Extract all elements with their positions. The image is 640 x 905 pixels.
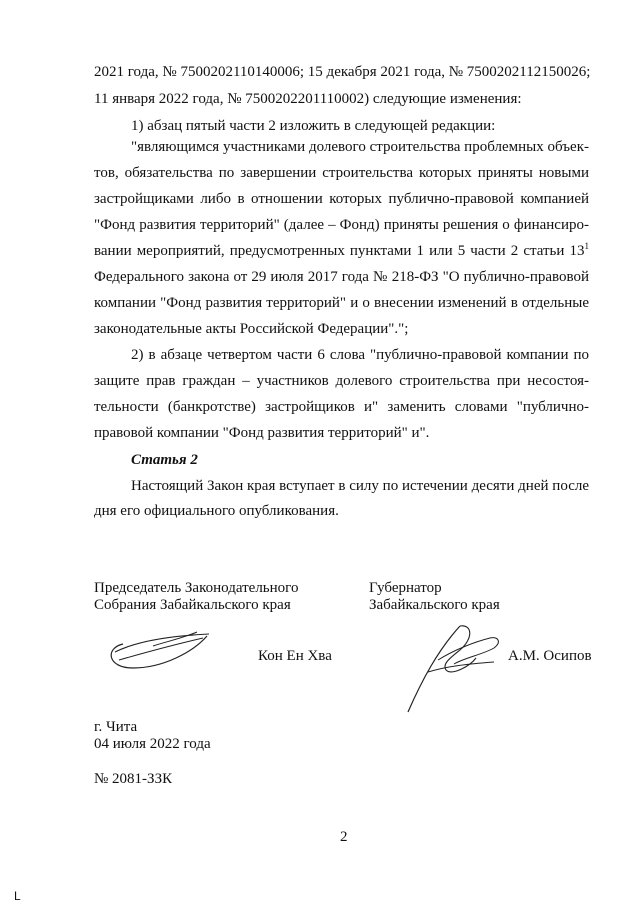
text-line: 1) абзац пятый части 2 изложить в следующей редакции:	[131, 118, 496, 134]
right-signatory-name: А.М. Осипов	[508, 648, 592, 664]
text-line: 2) в абзаце четвертом части 6 слова "публично-правовой компании по	[131, 347, 589, 363]
text-line: "являющимся участниками долевого строительства проблемных объек-	[131, 139, 589, 155]
place: г. Чита	[94, 719, 138, 735]
left-signatory-name: Кон Ен Хва	[258, 648, 332, 664]
superscript: 1	[584, 241, 589, 251]
text-line: тов, обязательства по завершении строительства которых приняты новыми	[94, 165, 589, 181]
text-line: "Фонд развития территорий" (далее – Фонд) приняты решения о финансиро-	[94, 217, 589, 233]
text-line: законодательные акты Российской Федерации".";	[94, 321, 409, 337]
text-line-body: вании мероприятий, предусмотренных пунктами 1 или 5 части 2 статьи 13	[94, 243, 585, 259]
right-signatory-title: Забайкальского края	[369, 597, 500, 613]
text-line: Федерального закона от 29 июля 2017 года № 218-ФЗ "О публично-правовой	[94, 269, 589, 285]
text-line: 2021 года, № 7500202110140006; 15 декабря 2021 года, № 7500202112150026;	[94, 64, 591, 80]
article-heading: Статья 2	[131, 452, 198, 468]
text-line: 11 января 2022 года, № 7500202201110002) следующие изменения:	[94, 91, 522, 107]
text-line: защите прав граждан – участников долевого строительства при несостоя-	[94, 373, 589, 389]
text-line: компании "Фонд развития территорий" и о внесении изменений в отдельные	[94, 295, 589, 311]
right-signature	[398, 620, 508, 720]
right-signatory-title: Губернатор	[369, 580, 442, 596]
text-line	[94, 242, 589, 260]
date: 04 июля 2022 года	[94, 736, 211, 752]
document-number: № 2081-ЗЗК	[94, 771, 173, 787]
left-signatory-title: Председатель Законодательного	[94, 580, 299, 596]
text-line: правовой компании "Фонд развития территорий" и".	[94, 425, 430, 441]
corner-mark: L	[14, 889, 21, 903]
text-line: Настоящий Закон края вступает в силу по истечении десяти дней после	[131, 478, 589, 494]
page-number: 2	[340, 829, 348, 845]
left-signature	[95, 626, 215, 674]
text-line: застройщиками либо в отношении которых публично-правовой компанией	[94, 191, 589, 207]
text-line: тельности (банкротстве) застройщиков и" заменить словами "публично-	[94, 399, 589, 415]
left-signatory-title: Собрания Забайкальского края	[94, 597, 291, 613]
text-line: дня его официального опубликования.	[94, 503, 339, 519]
